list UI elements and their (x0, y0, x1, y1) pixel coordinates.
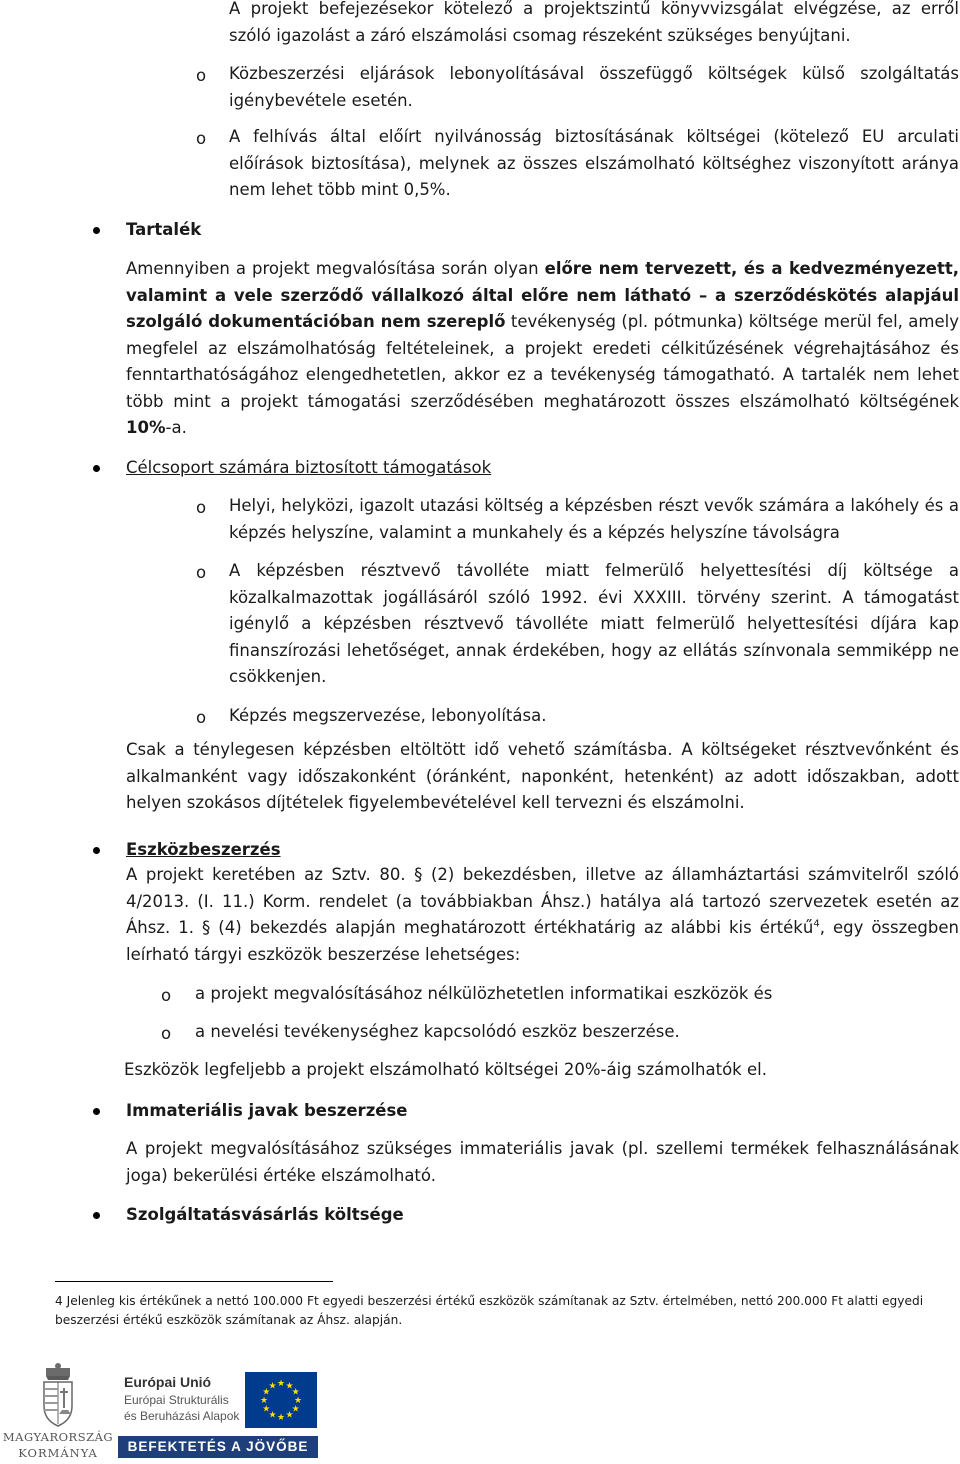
eu-star-icon: ★ (268, 1410, 277, 1421)
celcsoport-after-paragraph: Csak a ténylegesen képzésben eltöltött idő vehető számításba. A költségeket résztvevőnként és alkalmanként vagy időszakonként (óránként, naponként, hetenként) az adott időszakban, adott helyen szokásos díjtételek figyelembevételével kell tervezni és elszámolni. (126, 740, 959, 812)
eszkoz-item-informatikai: a projekt megvalósításához nélkülözhetetlen informatikai eszközök és (195, 984, 773, 1003)
list-item-nyilvanossag: A felhívás által előírt nyilvánosság biztosításának költségei (kötelező EU arculati előírások biztosítása), melynek az összes elszámolható költséghez viszonyított aránya nem lehet több mint 0,5%. (229, 127, 959, 199)
celcsoport-item-kepzes: Képzés megszervezése, lebonyolítása. (229, 706, 547, 725)
eu-funds-line1: Európai Strukturális (124, 1393, 229, 1407)
gov-name-line2: KORMÁNYA (18, 1446, 98, 1460)
eu-flag-icon (245, 1372, 317, 1428)
eu-star-icon: ★ (262, 1404, 271, 1415)
heading-szolgaltatas: Szolgáltatásvásárlás költsége (126, 1205, 404, 1224)
heading-immaterialis: Immateriális javak beszerzése (126, 1101, 408, 1120)
list-item-kozbeszerzes: Közbeszerzési eljárások lebonyolításával összefüggő költségek külső szolgáltatás igénybevétele esetén. (229, 64, 959, 110)
eu-star-icon: ★ (259, 1396, 269, 1406)
heading-eszkozbeszerzes: Eszközbeszerzés (126, 840, 281, 859)
immat-paragraph: A projekt megvalósításához szükséges immateriális javak (pl. szellemi termékek felhasználásának joga) bekerülési értéke elszámolható. (126, 1139, 959, 1185)
eu-star-icon: ★ (291, 1387, 300, 1398)
list-marker: o (161, 1024, 172, 1043)
eu-star-icon: ★ (262, 1387, 271, 1398)
bullet-dot (93, 1108, 100, 1115)
eu-star-icon: ★ (285, 1381, 294, 1392)
eu-star-icon: ★ (285, 1410, 294, 1421)
gov-name-line1: MAGYARORSZÁG (2, 1430, 114, 1444)
intro-paragraph: A projekt befejezésekor kötelező a projektszintű könyvvizsgálat elvégzése, az erről szóló igazolást a záró elszámolási csomag részeként szükséges benyújtani. (229, 0, 959, 45)
eu-star-icon: ★ (291, 1404, 300, 1415)
celcsoport-item-helyettesites: A képzésben résztvevő távolléte miatt felmerülő helyettesítési díj költsége a közalkalmazottak jogállásáról szóló 1992. évi XXXIII. törvény szerint. A támogatást igénylő a képzésben résztvevő távolléte miatt felmerülő helyettesítési díjára kap finanszírozási lehetőséget, annak érdekében, hogy az ellátás színvonala semmiképp ne csökkenjen. (229, 561, 959, 686)
coat-of-arms-icon (2, 1362, 114, 1432)
list-marker: o (196, 708, 207, 727)
list-marker: o (196, 129, 207, 148)
tartalek-paragraph: Amennyiben a projekt megvalósítása során olyan előre nem tervezett, és a kedvezményezett, valamint a vele szerződő vállalkozó által előre nem látható – a szerződéskötés alapjául szolgáló dokumentációban nem szereplő tevékenység (pl. pótmunka) költsége merül fel, amely megfelel az elszámolhatóság feltételeinek, a projekt eredeti célkitűzésének végrehajtásához és fenntarthatóságához elengedhetetlen, akkor ez a tevékenység támogatható. A tartalék nem lehet több mint a projekt támogatási szerződésében meghatározott összes elszámolható költségének 10%-a. (126, 259, 959, 437)
eszkoz-paragraph: A projekt keretében az Sztv. 80. § (2) bekezdésben, illetve az államháztartási számvitelről szóló 4/2013. (I. 11.) Korm. rendelet (a továbbiakban Áhsz.) hatálya alá tartozó szervezetek esetén az Áhsz. 1. § (4) bekezdés alapján meghatározott értékhatárig az alábbi kis értékű$^4$, egy összegben leírható tárgyi eszközök beszerzése lehetséges: (126, 865, 959, 964)
eu-funds-line2: és Beruházási Alapok (124, 1409, 240, 1423)
list-marker: o (196, 66, 207, 85)
eu-star-icon: ★ (268, 1381, 277, 1392)
bullet-dot (93, 1212, 100, 1219)
heading-tartalek: Tartalék (126, 220, 202, 239)
bullet-dot (93, 465, 100, 472)
list-marker: o (196, 498, 207, 517)
eszkoz-item-nevelesi: a nevelési tevékenységhez kapcsolódó eszköz beszerzése. (195, 1022, 680, 1041)
bullet-dot (93, 227, 100, 234)
footnote-separator (55, 1281, 333, 1282)
eu-star-icon: ★ (293, 1396, 303, 1406)
eszkoz-after: Eszközök legfeljebb a projekt elszámolható költségei 20%-áig számolhatók el. (124, 1060, 767, 1079)
list-marker: o (196, 563, 207, 582)
bullet-dot (93, 847, 100, 854)
heading-celcsoport: Célcsoport számára biztosított támogatások (126, 458, 492, 477)
celcsoport-item-utazas: Helyi, helyközi, igazolt utazási költség a képzésben részt vevők számára a lakóhely és a képzés helyszíne, valamint a munkahely és a képzés helyszíne távolságra (229, 496, 959, 542)
footnote-ref: 4 (813, 918, 820, 930)
list-marker: o (161, 986, 172, 1005)
eu-star-icon: ★ (276, 1379, 286, 1389)
hungarian-government-logo (2, 1362, 114, 1462)
eu-title: Európai Unió (124, 1374, 212, 1390)
slogan-bar: BEFEKTETÉS A JÖVŐBE (118, 1436, 318, 1458)
footnote-text: 4 Jelenleg kis értékűnek a nettó 100.000 Ft egyedi beszerzési értékű eszközök számítanak az Sztv. értelmében, nettó 200.000 Ft alatti egyedi beszerzési értékű eszközök számítanak az Áhsz. alapján. (55, 1294, 924, 1327)
eu-star-icon: ★ (276, 1413, 286, 1423)
